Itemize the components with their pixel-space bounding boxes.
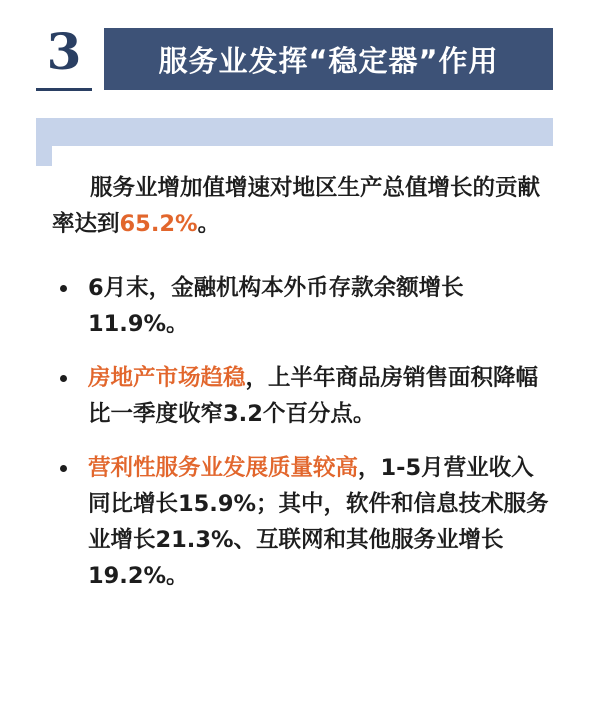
bullet-dot-icon <box>60 375 67 382</box>
header-accent-strip <box>36 118 553 146</box>
section-title: 服务业发挥“稳定器”作用 <box>158 43 499 78</box>
section-title-bar <box>104 28 553 90</box>
bullet-segment: ，上半年商品房销售面积降幅比一季度收窄3.2个百分点。 <box>88 365 539 427</box>
lead-text-after: 。 <box>197 211 221 237</box>
bullet-segment: 6月末，金融机构本外币存款余额增长11.9%。 <box>88 275 464 337</box>
body-content <box>0 170 601 612</box>
bullet-segment-highlight: 房地产市场趋稳 <box>88 365 246 391</box>
list-item <box>52 360 555 432</box>
lead-text-before: 服务业增加值增速对地区生产总值增长的贡献率达到 <box>52 175 541 237</box>
lead-highlight-value: 65.2% <box>119 211 198 237</box>
bullet-dot-icon <box>60 465 67 472</box>
bullet-segment: ，1-5月营业收入同比增长15.9%；其中，软件和信息技术服务业增长21.3%、互联网和其他服务业增长19.2%。 <box>88 455 549 589</box>
bullet-segment-highlight: 营利性服务业发展质量较高 <box>88 455 359 481</box>
section-number: 3 <box>46 22 82 81</box>
section-number-underline <box>36 88 92 91</box>
lead-paragraph <box>52 170 555 242</box>
list-item <box>52 270 555 342</box>
bullet-dot-icon <box>60 285 67 292</box>
bullet-list <box>52 270 555 594</box>
header-accent-notch <box>36 146 52 166</box>
list-item <box>52 450 555 594</box>
section-header <box>0 0 601 115</box>
